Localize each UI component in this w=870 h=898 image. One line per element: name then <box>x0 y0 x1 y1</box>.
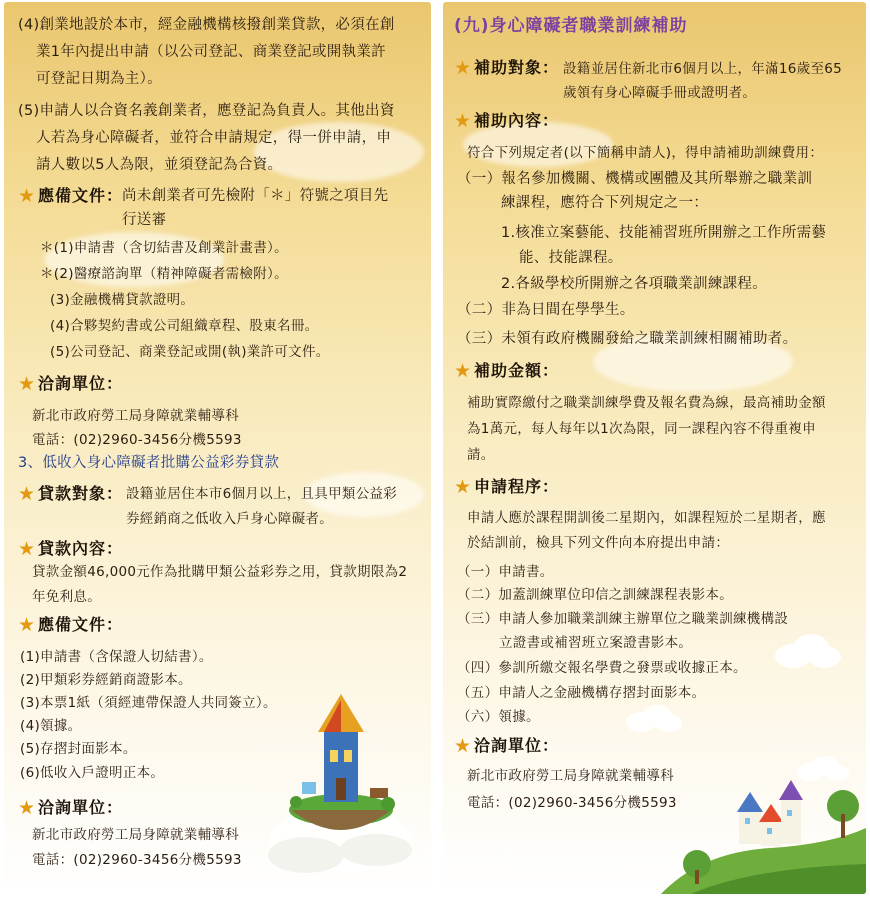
star-icon: ★ <box>18 483 37 505</box>
docs-intro-line: 尚未創業者可先檢附「＊」符號之項目先 <box>122 188 389 204</box>
docs2-item: (5)存摺封面影本。 <box>20 741 137 757</box>
target-heading: ★ 補助對象： <box>454 57 560 79</box>
amount-line: 請。 <box>467 447 495 463</box>
contact1-heading: ★ 洽詢單位： <box>18 373 124 395</box>
star-icon: ★ <box>454 735 473 757</box>
content-heading: ★ 補助內容： <box>454 110 560 132</box>
star-icon: ★ <box>454 57 473 79</box>
left-panel <box>4 2 431 894</box>
procedure-item: 立證書或補習班立案證書影本。 <box>499 635 693 651</box>
contact-phone: 電話：(02)2960-3456分機5593 <box>467 795 677 811</box>
star-icon: ★ <box>18 797 37 819</box>
content-intro: 符合下列規定者(以下簡稱申請人)，得申請補助訓練費用： <box>467 145 824 161</box>
target-line: 設籍並居住新北市6個月以上，年滿16歲至65 <box>563 61 843 77</box>
docs-item: ＊(2)醫療諮詢單（精神障礙者需檢附）。 <box>40 266 288 282</box>
item4-line: 業1年內提出申請（以公司登記、商業登記或開執業許 <box>36 44 386 60</box>
hill-houses-illustration <box>661 772 866 894</box>
procedure-item: （六）領據。 <box>457 709 540 725</box>
cloud-icon <box>625 702 683 734</box>
item4-line: (4)創業地設於本市，經金融機構核撥創業貸款，必須在創 <box>18 17 395 33</box>
docs-item: (5)公司登記、商業登記或開(執)業許可文件。 <box>50 344 330 360</box>
docs2-item: (3)本票1紙（須經連帶保證人共同簽立）。 <box>20 695 277 711</box>
docs2-item: (1)申請書（含保證人切結書）。 <box>20 649 213 665</box>
contact1-org: 新北市政府勞工局身障就業輔導科 <box>32 408 239 424</box>
target-line: 設籍並居住本市6個月以上，且具甲類公益彩 <box>126 486 398 502</box>
docs-item: (3)金融機構貸款證明。 <box>50 292 195 308</box>
procedure-item: （三）申請人參加職業訓練主辦單位之職業訓練機構設 <box>457 611 789 627</box>
target-line: 歲領有身心障礙手冊或證明者。 <box>563 85 757 101</box>
procedure-line: 申請人應於課程開訓後二星期內，如課程短於二星期者，應 <box>467 510 826 526</box>
docs-intro-line: 行送審 <box>122 212 167 228</box>
procedure-item: （二）加蓋訓練單位印信之訓練課程表影本。 <box>457 587 733 603</box>
procedure-item: （五）申請人之金融機構存摺封面影本。 <box>457 685 706 701</box>
content-item: （一）報名參加機關、機構或團體及其所舉辦之職業訓 <box>457 171 813 187</box>
docs2-item: (6)低收入戶證明正本。 <box>20 765 165 781</box>
target-heading: ★ 貸款對象： <box>18 483 124 505</box>
content-item: 1.核准立案藝能、技能補習班所開辦之工作所需藝 <box>501 225 827 241</box>
star-icon: ★ <box>454 110 473 132</box>
item5-line: 請人數以5人為限，並須登記為合資。 <box>36 157 283 173</box>
star-icon: ★ <box>18 614 37 636</box>
amount-line: 為1萬元，每人每年以1次為限，同一課程內容不得重複申 <box>467 421 816 437</box>
contact-heading: ★ 洽詢單位： <box>454 735 560 757</box>
star-icon: ★ <box>454 476 473 498</box>
content-line: 貸款金額46,000元作為批購甲類公益彩券之用，貸款期限為2 <box>32 564 408 580</box>
docs2-heading: ★ 應備文件： <box>18 614 124 636</box>
star-icon: ★ <box>18 538 37 560</box>
procedure-heading: ★ 申請程序： <box>454 476 560 498</box>
docs-item: (4)合夥契約書或公司組織章程、股東名冊。 <box>50 318 319 334</box>
item5-line: (5)申請人以合資名義創業者，應登記為負責人。其他出資 <box>18 103 395 119</box>
procedure-item: （一）申請書。 <box>457 564 554 580</box>
docs-item: ＊(1)申請書（含切結書及創業計畫書）。 <box>40 240 288 256</box>
item5-line: 人若為身心障礙者，並符合申請規定，得一併申請，申 <box>36 130 392 146</box>
content-item: 能、技能課程。 <box>519 250 623 266</box>
procedure-line: 於結訓前，檢具下列文件向本府提出申請： <box>467 535 730 551</box>
floating-island-illustration <box>266 690 416 890</box>
cloud-icon <box>773 630 843 670</box>
amount-line: 補助實際繳付之職業訓練學費及報名費為線，最高補助金額 <box>467 395 826 411</box>
docs-heading: ★ 應備文件： <box>18 185 124 207</box>
star-icon: ★ <box>18 185 37 207</box>
right-panel <box>443 2 866 894</box>
amount-heading: ★ 補助金額： <box>454 360 560 382</box>
target-line: 券經銷商之低收入戶身心障礙者。 <box>126 511 333 527</box>
content-item: 2.各級學校所開辦之各項職業訓練課程。 <box>501 276 768 292</box>
star-icon: ★ <box>18 373 37 395</box>
content-item: （二）非為日間在學學生。 <box>457 302 635 318</box>
section-title: (九)身心障礙者職業訓練補助 <box>454 16 688 36</box>
content-item: 練課程，應符合下列規定之一： <box>501 195 709 211</box>
content-item: （三）未領有政府機關發給之職業訓練相關補助者。 <box>457 331 798 347</box>
section3-title: 3、低收入身心障礙者批購公益彩券貸款 <box>18 455 280 471</box>
item4-line: 可登記日期為主）。 <box>36 71 162 87</box>
star-icon: ★ <box>454 360 473 382</box>
contact1-phone: 電話：(02)2960-3456分機5593 <box>32 432 242 448</box>
contact-org: 新北市政府勞工局身障就業輔導科 <box>467 768 674 784</box>
content-line: 年免利息。 <box>32 589 101 605</box>
docs2-item: (2)甲類彩券經銷商證影本。 <box>20 672 192 688</box>
procedure-item: （四）參訓所繳交報名學費之發票或收據正本。 <box>457 660 747 676</box>
contact2-phone: 電話：(02)2960-3456分機5593 <box>32 852 242 868</box>
contact2-heading: ★ 洽詢單位： <box>18 797 124 819</box>
content-heading: ★ 貸款內容： <box>18 538 124 560</box>
contact2-org: 新北市政府勞工局身障就業輔導科 <box>32 827 239 843</box>
docs2-item: (4)領據。 <box>20 718 82 734</box>
